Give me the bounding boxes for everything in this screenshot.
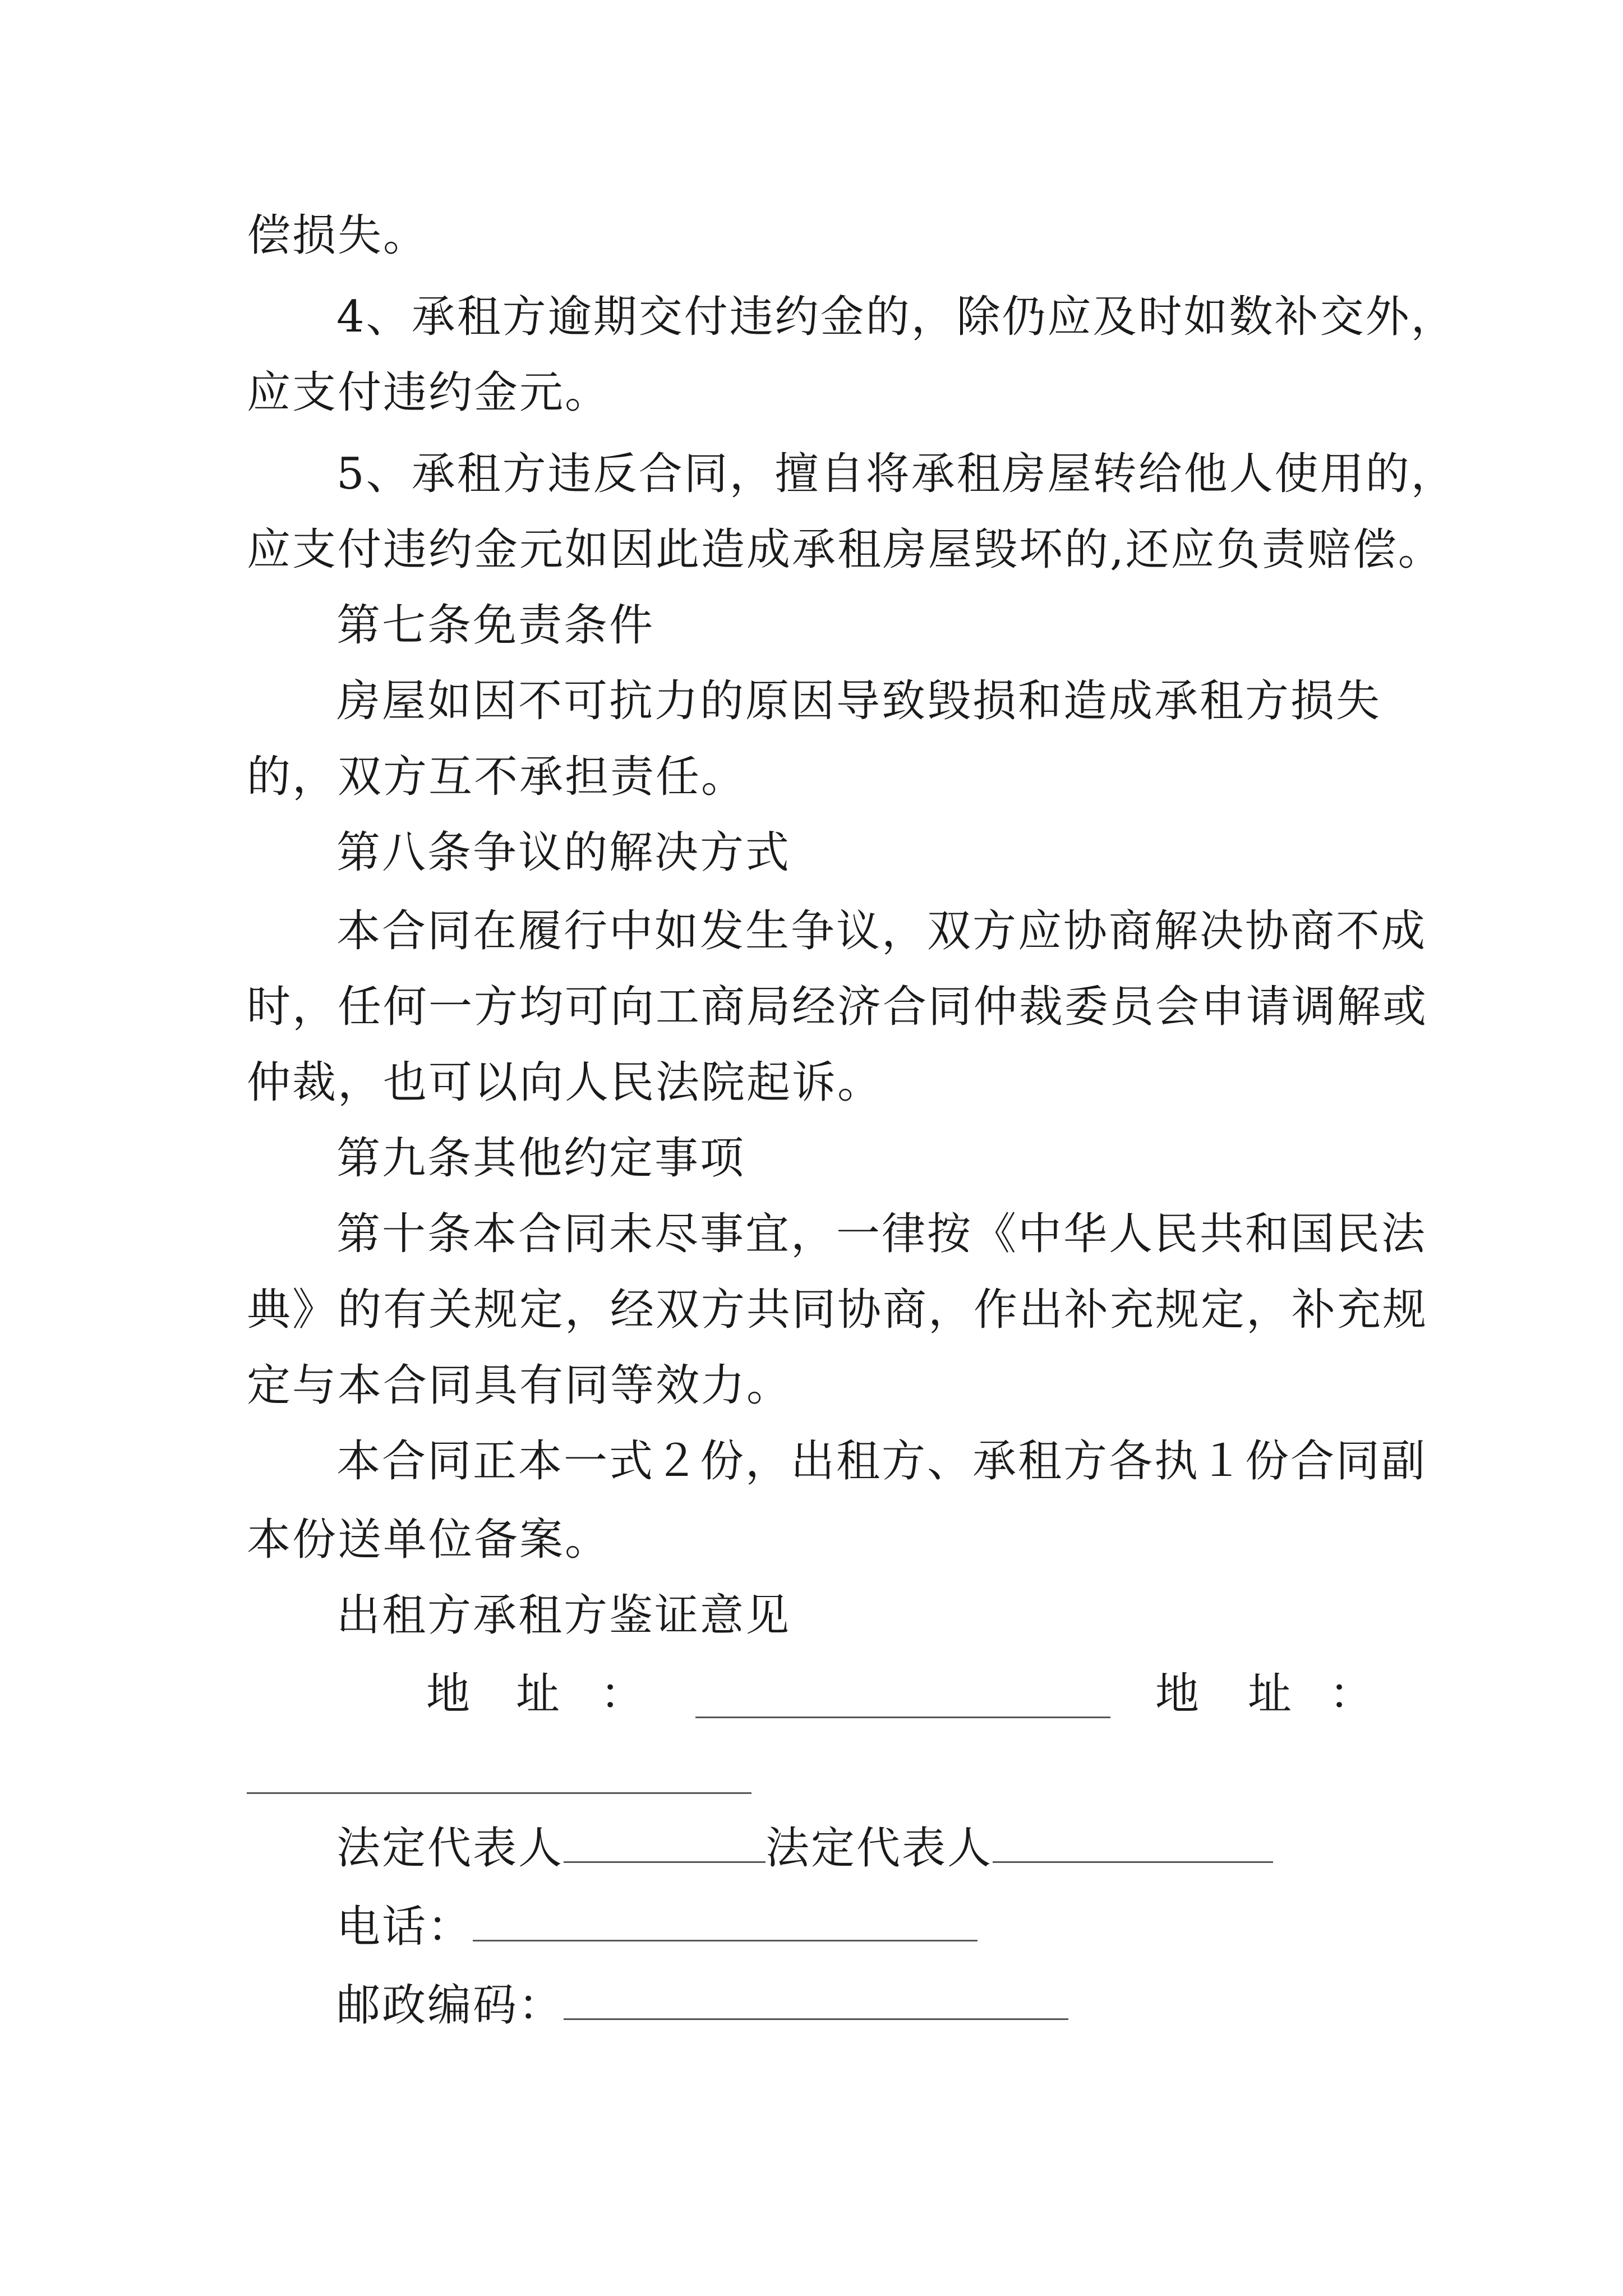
postcode-blank [564, 1979, 1068, 2020]
address-label-zhi: 址 [516, 1669, 560, 1719]
phone-label: 电话： [336, 1902, 473, 1952]
text-line: 典》的有关规定，经双方共同协商，作出补充规定，补充规 [247, 1285, 1428, 1335]
address-label-di: 地 [426, 1669, 471, 1719]
text-line: 本合同正本一式２份，出租方、承租方各执１份合同副 [336, 1436, 1427, 1487]
text-line: 5、承租方违反合同，擅自将承租房屋转给他人使用的， [336, 449, 1456, 499]
phone-row [336, 1896, 978, 1958]
legal-rep-label: 法定代表人 [766, 1823, 993, 1874]
postcode-row [336, 1975, 1068, 2036]
text-line: 仲裁，也可以向人民法院起诉。 [247, 1057, 883, 1108]
text-line: 应支付违约金元。 [247, 367, 611, 418]
address-label-colon: ： [1329, 1669, 1373, 1719]
legal-rep-label: 法定代表人 [336, 1823, 564, 1874]
phone-blank [473, 1901, 978, 1941]
address-label-colon: ： [600, 1669, 644, 1719]
section-heading: 第九条其他约定事项 [336, 1133, 746, 1184]
text-line: 的，双方互不承担责任。 [247, 752, 747, 802]
text-line: 应支付违约金元如因此造成承租房屋毁坏的,还应负责赔偿。 [247, 524, 1444, 575]
legal-rep-row [336, 1818, 1273, 1879]
address-blank-lessor [695, 1717, 1110, 1718]
section-heading: 第七条免责条件 [336, 600, 655, 651]
legal-rep-blank [564, 1822, 766, 1863]
legal-rep-blank [993, 1822, 1273, 1863]
text-line: 4、承租方逾期交付违约金的，除仍应及时如数补交外， [336, 292, 1456, 342]
text-line: 时，任何一方均可向工商局经济合同仲裁委员会申请调解或 [247, 982, 1428, 1032]
text-line: 偿损失。 [247, 210, 429, 261]
text-line: 本份送单位备案。 [247, 1515, 611, 1565]
signature-heading: 出租方承租方鉴证意见 [336, 1590, 791, 1641]
section-heading: 第八条争议的解决方式 [336, 827, 791, 878]
address-label-zhi: 址 [1248, 1669, 1292, 1719]
postcode-label: 邮政编码： [336, 1980, 564, 2031]
text-line: 定与本合同具有同等效力。 [247, 1360, 792, 1411]
address-blank-lessee [247, 1792, 751, 1794]
text-line: 本合同在履行中如发生争议，双方应协商解决协商不成 [336, 906, 1427, 956]
address-label-di: 地 [1155, 1669, 1200, 1719]
text-line: 房屋如因不可抗力的原因导致毁损和造成承租方损失 [336, 676, 1382, 726]
text-line: 第十条本合同未尽事宜，一律按《中华人民共和国民法 [336, 1209, 1427, 1259]
